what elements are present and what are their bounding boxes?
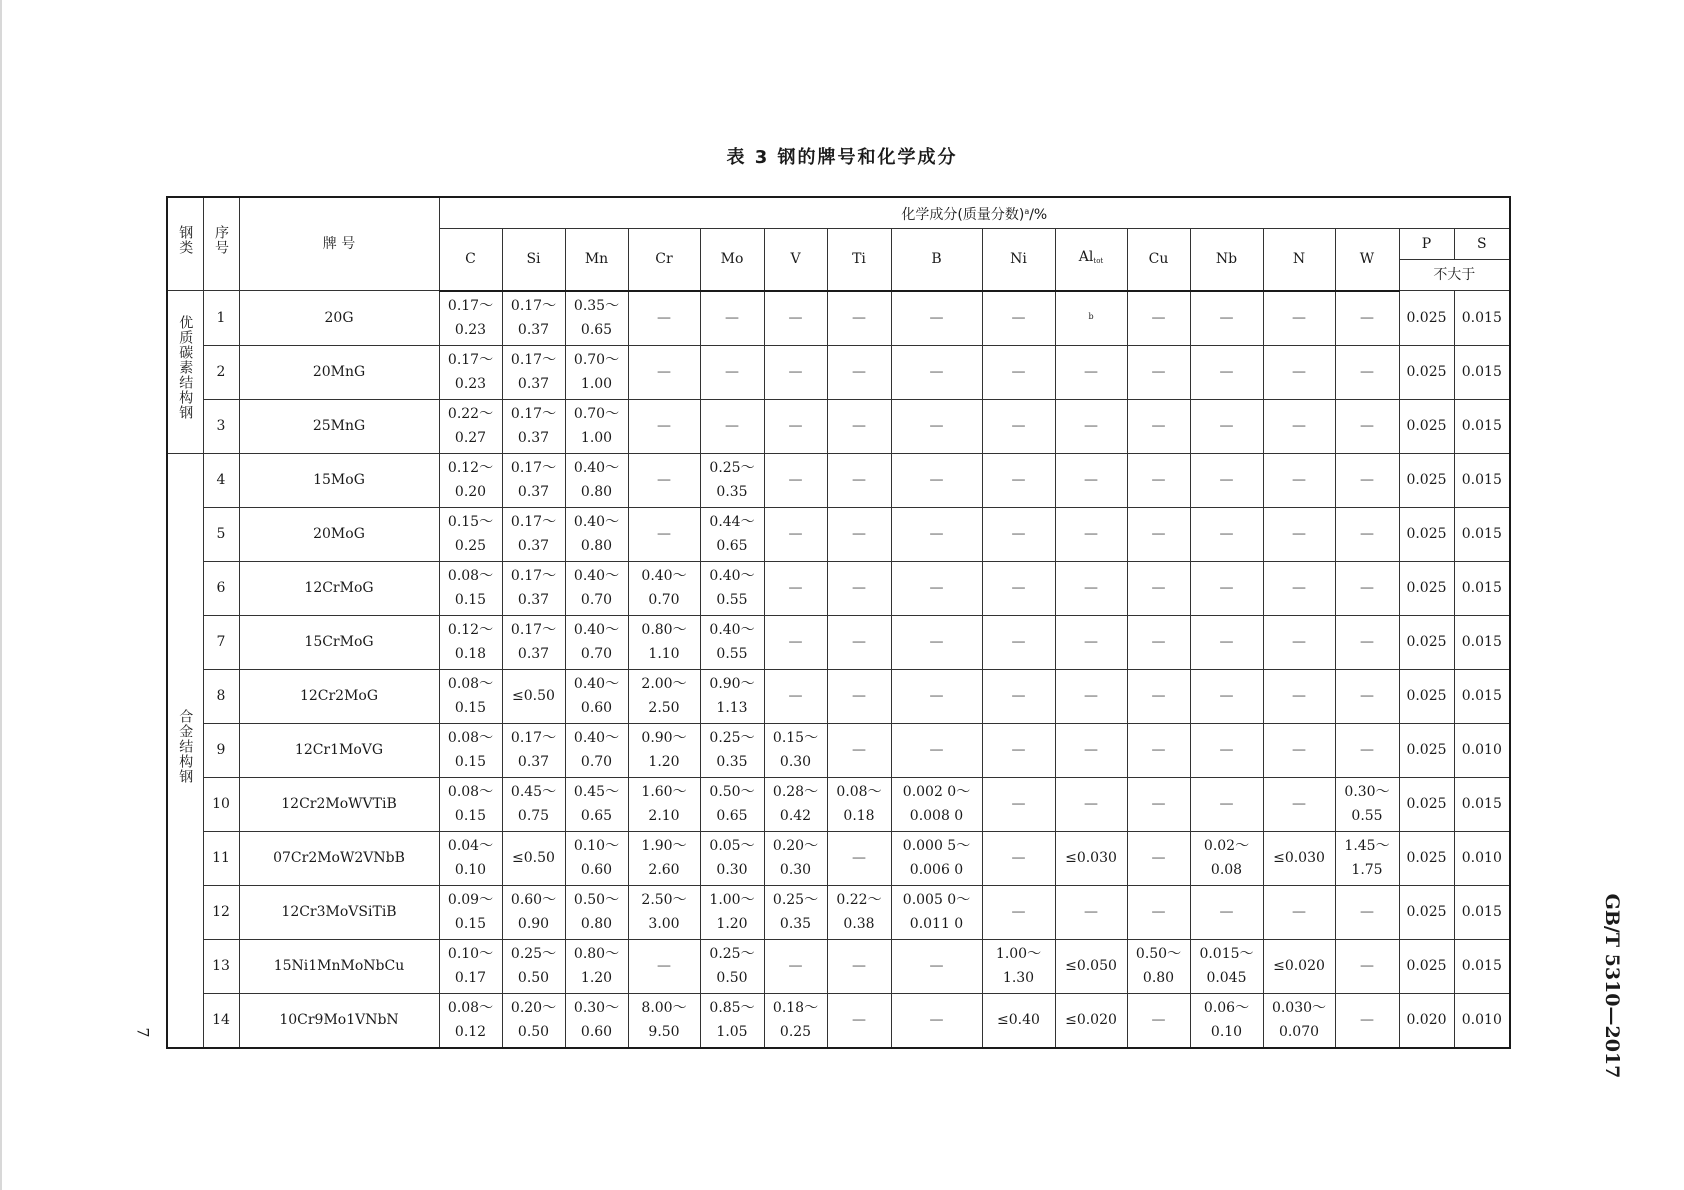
grade-cell: 12Cr1MoVG xyxy=(239,723,439,777)
value-cell-al: — xyxy=(1055,399,1127,453)
value-cell-mn: 0.30～ 0.60 xyxy=(565,993,628,1048)
value-cell-si: 0.17～ 0.37 xyxy=(502,615,565,669)
value-cell-ni: — xyxy=(982,885,1055,939)
table-row xyxy=(167,615,1510,669)
value-cell-cu: — xyxy=(1127,669,1190,723)
header-element-cu: Cu xyxy=(1127,229,1190,291)
grade-cell: 15CrMoG xyxy=(239,615,439,669)
value-cell-v: — xyxy=(764,507,827,561)
seq-cell: 8 xyxy=(203,669,239,723)
value-cell-cr: — xyxy=(628,399,700,453)
value-cell-n: — xyxy=(1263,453,1335,507)
value-cell-b: — xyxy=(891,453,982,507)
value-cell-n: — xyxy=(1263,399,1335,453)
value-cell-nb: — xyxy=(1190,399,1263,453)
value-cell-si: ≤0.50 xyxy=(502,831,565,885)
value-cell-p: 0.020 xyxy=(1399,993,1454,1048)
value-cell-b: — xyxy=(891,507,982,561)
value-cell-nb: — xyxy=(1190,561,1263,615)
value-cell-cr: 1.90～ 2.60 xyxy=(628,831,700,885)
seq-cell: 4 xyxy=(203,453,239,507)
header-not-greater: 不大于 xyxy=(1399,260,1510,291)
table-row xyxy=(167,939,1510,993)
value-cell-cu: — xyxy=(1127,615,1190,669)
value-cell-cr: — xyxy=(628,345,700,399)
value-cell-cu: — xyxy=(1127,885,1190,939)
value-cell-ti: — xyxy=(827,669,891,723)
value-cell-cr: — xyxy=(628,453,700,507)
value-cell-w: 0.30～ 0.55 xyxy=(1335,777,1399,831)
value-cell-cr: 8.00～ 9.50 xyxy=(628,993,700,1048)
value-cell-cr: 2.00～ 2.50 xyxy=(628,669,700,723)
value-cell-v: 0.15～ 0.30 xyxy=(764,723,827,777)
value-cell-mo: 0.25～ 0.35 xyxy=(700,723,764,777)
page-number: 7 xyxy=(133,1027,153,1038)
value-cell-v: — xyxy=(764,291,827,346)
grade-cell: 15MoG xyxy=(239,453,439,507)
value-cell-c: 0.08～ 0.15 xyxy=(439,777,502,831)
value-cell-w: — xyxy=(1335,615,1399,669)
value-cell-v: — xyxy=(764,939,827,993)
value-cell-p: 0.025 xyxy=(1399,399,1454,453)
value-cell-si: ≤0.50 xyxy=(502,669,565,723)
value-cell-c: 0.04～ 0.10 xyxy=(439,831,502,885)
value-cell-cu: — xyxy=(1127,507,1190,561)
value-cell-mn: 0.40～ 0.70 xyxy=(565,561,628,615)
table-row xyxy=(167,453,1510,507)
value-cell-ti: — xyxy=(827,615,891,669)
grade-cell: 20MoG xyxy=(239,507,439,561)
value-cell-s: 0.015 xyxy=(1454,939,1510,993)
value-cell-ti: — xyxy=(827,399,891,453)
value-cell-c: 0.17～ 0.23 xyxy=(439,345,502,399)
value-cell-ni: — xyxy=(982,453,1055,507)
table-row xyxy=(167,345,1510,399)
value-cell-al: — xyxy=(1055,561,1127,615)
header-steel-class: 钢类 xyxy=(167,197,203,291)
standard-code: GB/T 5310—2017 xyxy=(1601,893,1623,1079)
value-cell-mo: 0.40～ 0.55 xyxy=(700,615,764,669)
value-cell-ti: — xyxy=(827,939,891,993)
value-cell-n: — xyxy=(1263,669,1335,723)
value-cell-ni: — xyxy=(982,831,1055,885)
grade-cell: 20G xyxy=(239,291,439,346)
header-composition: 化学成分(质量分数)$^a$/% xyxy=(439,197,1510,229)
value-cell-ti: — xyxy=(827,993,891,1048)
seq-cell: 10 xyxy=(203,777,239,831)
grade-cell: 12Cr3MoVSiTiB xyxy=(239,885,439,939)
value-cell-mo: 0.44～ 0.65 xyxy=(700,507,764,561)
value-cell-s: 0.015 xyxy=(1454,777,1510,831)
value-cell-mn: 0.40～ 0.70 xyxy=(565,723,628,777)
value-cell-ni: ≤0.40 xyxy=(982,993,1055,1048)
value-cell-nb: — xyxy=(1190,669,1263,723)
value-cell-al: ≤0.030 xyxy=(1055,831,1127,885)
header-element-cr: Cr xyxy=(628,229,700,291)
grade-cell: 20MnG xyxy=(239,345,439,399)
value-cell-mn: 0.40～ 0.60 xyxy=(565,669,628,723)
value-cell-c: 0.08～ 0.12 xyxy=(439,993,502,1048)
seq-cell: 6 xyxy=(203,561,239,615)
value-cell-si: 0.17～ 0.37 xyxy=(502,291,565,346)
value-cell-mo: 0.85～ 1.05 xyxy=(700,993,764,1048)
value-cell-n: — xyxy=(1263,885,1335,939)
value-cell-mo: 0.05～ 0.30 xyxy=(700,831,764,885)
value-cell-al: — xyxy=(1055,723,1127,777)
table-row xyxy=(167,831,1510,885)
value-cell-nb: — xyxy=(1190,291,1263,346)
header-element-mo: Mo xyxy=(700,229,764,291)
header-element-w: W xyxy=(1335,229,1399,291)
value-cell-c: 0.10～ 0.17 xyxy=(439,939,502,993)
table-row xyxy=(167,777,1510,831)
header-grade: 牌 号 xyxy=(239,197,439,291)
value-cell-n: 0.030～ 0.070 xyxy=(1263,993,1335,1048)
value-cell-al: — xyxy=(1055,345,1127,399)
steel-class-cell: 合金结构钢 xyxy=(167,453,203,1048)
header-element-s: S xyxy=(1454,229,1510,260)
header-element-mn: Mn xyxy=(565,229,628,291)
value-cell-b: — xyxy=(891,561,982,615)
table-row xyxy=(167,993,1510,1048)
value-cell-ni: — xyxy=(982,777,1055,831)
value-cell-w: — xyxy=(1335,399,1399,453)
value-cell-s: 0.015 xyxy=(1454,453,1510,507)
value-cell-nb: — xyxy=(1190,885,1263,939)
seq-cell: 3 xyxy=(203,399,239,453)
table-row xyxy=(167,561,1510,615)
value-cell-ti: — xyxy=(827,507,891,561)
value-cell-ti: — xyxy=(827,561,891,615)
value-cell-ti: — xyxy=(827,723,891,777)
value-cell-ni: — xyxy=(982,399,1055,453)
value-cell-si: 0.20～ 0.50 xyxy=(502,993,565,1048)
table-row xyxy=(167,885,1510,939)
value-cell-mo: — xyxy=(700,291,764,346)
value-cell-c: 0.09～ 0.15 xyxy=(439,885,502,939)
value-cell-n: — xyxy=(1263,345,1335,399)
value-cell-mo: 0.90～ 1.13 xyxy=(700,669,764,723)
seq-cell: 2 xyxy=(203,345,239,399)
value-cell-cr: — xyxy=(628,507,700,561)
value-cell-p: 0.025 xyxy=(1399,453,1454,507)
value-cell-v: 0.20～ 0.30 xyxy=(764,831,827,885)
header-element-ni: Ni xyxy=(982,229,1055,291)
value-cell-n: — xyxy=(1263,561,1335,615)
header-element-ti: Ti xyxy=(827,229,891,291)
value-cell-p: 0.025 xyxy=(1399,885,1454,939)
value-cell-c: 0.12～ 0.18 xyxy=(439,615,502,669)
value-cell-ni: — xyxy=(982,615,1055,669)
value-cell-ni: — xyxy=(982,291,1055,346)
value-cell-si: 0.17～ 0.37 xyxy=(502,453,565,507)
value-cell-mo: — xyxy=(700,345,764,399)
grade-cell: 12Cr2MoWVTiB xyxy=(239,777,439,831)
table-row xyxy=(167,291,1510,346)
value-cell-cr: 0.80～ 1.10 xyxy=(628,615,700,669)
value-cell-ni: — xyxy=(982,345,1055,399)
steel-class-cell: 优质碳素结构钢 xyxy=(167,291,203,454)
value-cell-v: — xyxy=(764,453,827,507)
seq-cell: 11 xyxy=(203,831,239,885)
value-cell-ni: — xyxy=(982,669,1055,723)
value-cell-v: 0.28～ 0.42 xyxy=(764,777,827,831)
value-cell-cr: 0.40～ 0.70 xyxy=(628,561,700,615)
seq-cell: 7 xyxy=(203,615,239,669)
value-cell-p: 0.025 xyxy=(1399,939,1454,993)
value-cell-nb: — xyxy=(1190,453,1263,507)
value-cell-s: 0.015 xyxy=(1454,615,1510,669)
value-cell-si: 0.45～ 0.75 xyxy=(502,777,565,831)
value-cell-mn: 0.40～ 0.80 xyxy=(565,453,628,507)
value-cell-si: 0.17～ 0.37 xyxy=(502,723,565,777)
value-cell-mn: 0.80～ 1.20 xyxy=(565,939,628,993)
value-cell-p: 0.025 xyxy=(1399,777,1454,831)
value-cell-ti: — xyxy=(827,291,891,346)
value-cell-p: 0.025 xyxy=(1399,345,1454,399)
value-cell-b: — xyxy=(891,291,982,346)
value-cell-b: — xyxy=(891,615,982,669)
value-cell-p: 0.025 xyxy=(1399,561,1454,615)
value-cell-si: 0.60～ 0.90 xyxy=(502,885,565,939)
grade-cell: 07Cr2MoW2VNbB xyxy=(239,831,439,885)
value-cell-si: 0.17～ 0.37 xyxy=(502,561,565,615)
value-cell-cr: 2.50～ 3.00 xyxy=(628,885,700,939)
value-cell-si: 0.17～ 0.37 xyxy=(502,507,565,561)
value-cell-mn: 0.70～ 1.00 xyxy=(565,345,628,399)
value-cell-cr: — xyxy=(628,291,700,346)
value-cell-mo: — xyxy=(700,399,764,453)
value-cell-al: — xyxy=(1055,453,1127,507)
value-cell-ti: 0.22～ 0.38 xyxy=(827,885,891,939)
value-cell-mn: 0.45～ 0.65 xyxy=(565,777,628,831)
header-element-p: P xyxy=(1399,229,1454,260)
value-cell-n: — xyxy=(1263,723,1335,777)
value-cell-ni: — xyxy=(982,723,1055,777)
value-cell-al: — xyxy=(1055,669,1127,723)
value-cell-b: — xyxy=(891,399,982,453)
value-cell-ti: — xyxy=(827,831,891,885)
value-cell-v: — xyxy=(764,561,827,615)
value-cell-n: ≤0.020 xyxy=(1263,939,1335,993)
table-title: 表 3 钢的牌号和化学成分 xyxy=(726,147,958,168)
seq-cell: 9 xyxy=(203,723,239,777)
table-row xyxy=(167,669,1510,723)
value-cell-v: 0.25～ 0.35 xyxy=(764,885,827,939)
value-cell-mn: 0.40～ 0.80 xyxy=(565,507,628,561)
value-cell-w: — xyxy=(1335,453,1399,507)
value-cell-n: — xyxy=(1263,507,1335,561)
value-cell-b: 0.000 5～ 0.006 0 xyxy=(891,831,982,885)
value-cell-mo: 0.25～ 0.35 xyxy=(700,453,764,507)
value-cell-w: — xyxy=(1335,507,1399,561)
value-cell-si: 0.25～ 0.50 xyxy=(502,939,565,993)
value-cell-nb: 0.06～ 0.10 xyxy=(1190,993,1263,1048)
value-cell-p: 0.025 xyxy=(1399,831,1454,885)
value-cell-c: 0.22～ 0.27 xyxy=(439,399,502,453)
value-cell-c: 0.15～ 0.25 xyxy=(439,507,502,561)
value-cell-v: — xyxy=(764,615,827,669)
value-cell-ni: 1.00～ 1.30 xyxy=(982,939,1055,993)
value-cell-c: 0.08～ 0.15 xyxy=(439,669,502,723)
value-cell-nb: 0.015～ 0.045 xyxy=(1190,939,1263,993)
value-cell-al: b xyxy=(1055,291,1127,346)
table-row xyxy=(167,507,1510,561)
seq-cell: 1 xyxy=(203,291,239,346)
value-cell-cu: — xyxy=(1127,345,1190,399)
value-cell-v: — xyxy=(764,399,827,453)
value-cell-mn: 0.50～ 0.80 xyxy=(565,885,628,939)
value-cell-n: — xyxy=(1263,777,1335,831)
value-cell-mo: 0.50～ 0.65 xyxy=(700,777,764,831)
grade-cell: 25MnG xyxy=(239,399,439,453)
value-cell-s: 0.015 xyxy=(1454,669,1510,723)
value-cell-n: — xyxy=(1263,615,1335,669)
value-cell-s: 0.015 xyxy=(1454,399,1510,453)
value-cell-al: — xyxy=(1055,777,1127,831)
value-cell-b: — xyxy=(891,723,982,777)
value-cell-w: — xyxy=(1335,345,1399,399)
value-cell-nb: — xyxy=(1190,777,1263,831)
value-cell-al: ≤0.050 xyxy=(1055,939,1127,993)
value-cell-c: 0.17～ 0.23 xyxy=(439,291,502,346)
value-cell-w: — xyxy=(1335,669,1399,723)
value-cell-al: — xyxy=(1055,615,1127,669)
header-element-al: $Al_{tot}$ xyxy=(1055,229,1127,291)
value-cell-p: 0.025 xyxy=(1399,291,1454,346)
header-seq: 序号 xyxy=(203,197,239,291)
value-cell-mn: 0.10～ 0.60 xyxy=(565,831,628,885)
value-cell-b: — xyxy=(891,669,982,723)
value-cell-b: — xyxy=(891,345,982,399)
seq-cell: 5 xyxy=(203,507,239,561)
value-cell-p: 0.025 xyxy=(1399,615,1454,669)
value-cell-nb: — xyxy=(1190,345,1263,399)
value-cell-v: — xyxy=(764,669,827,723)
header-element-b: B xyxy=(891,229,982,291)
grade-cell: 12Cr2MoG xyxy=(239,669,439,723)
value-cell-mo: 1.00～ 1.20 xyxy=(700,885,764,939)
value-cell-cr: 0.90～ 1.20 xyxy=(628,723,700,777)
value-cell-w: 1.45～ 1.75 xyxy=(1335,831,1399,885)
value-cell-cu: 0.50～ 0.80 xyxy=(1127,939,1190,993)
seq-cell: 13 xyxy=(203,939,239,993)
value-cell-w: — xyxy=(1335,885,1399,939)
value-cell-cu: — xyxy=(1127,453,1190,507)
value-cell-ni: — xyxy=(982,561,1055,615)
value-cell-p: 0.025 xyxy=(1399,507,1454,561)
value-cell-cu: — xyxy=(1127,777,1190,831)
value-cell-w: — xyxy=(1335,561,1399,615)
value-cell-cu: — xyxy=(1127,993,1190,1048)
grade-cell: 10Cr9Mo1VNbN xyxy=(239,993,439,1048)
value-cell-c: 0.08～ 0.15 xyxy=(439,561,502,615)
value-cell-mo: 0.25～ 0.50 xyxy=(700,939,764,993)
value-cell-cu: — xyxy=(1127,291,1190,346)
value-cell-b: 0.005 0～ 0.011 0 xyxy=(891,885,982,939)
header-element-c: C xyxy=(439,229,502,291)
table-row xyxy=(167,399,1510,453)
value-cell-c: 0.08～ 0.15 xyxy=(439,723,502,777)
value-cell-b: — xyxy=(891,939,982,993)
composition-table xyxy=(166,196,1511,1049)
value-cell-ti: — xyxy=(827,453,891,507)
value-cell-s: 0.010 xyxy=(1454,993,1510,1048)
value-cell-n: — xyxy=(1263,291,1335,346)
value-cell-cu: — xyxy=(1127,561,1190,615)
value-cell-mn: 0.70～ 1.00 xyxy=(565,399,628,453)
value-cell-si: 0.17～ 0.37 xyxy=(502,345,565,399)
value-cell-s: 0.015 xyxy=(1454,345,1510,399)
value-cell-ti: — xyxy=(827,345,891,399)
value-cell-v: — xyxy=(764,345,827,399)
value-cell-cu: — xyxy=(1127,831,1190,885)
seq-cell: 14 xyxy=(203,993,239,1048)
value-cell-v: 0.18～ 0.25 xyxy=(764,993,827,1048)
page-edge xyxy=(0,0,2,1190)
table-row xyxy=(167,723,1510,777)
value-cell-n: ≤0.030 xyxy=(1263,831,1335,885)
value-cell-mn: 0.35～ 0.65 xyxy=(565,291,628,346)
value-cell-w: — xyxy=(1335,993,1399,1048)
value-cell-b: 0.002 0～ 0.008 0 xyxy=(891,777,982,831)
value-cell-c: 0.12～ 0.20 xyxy=(439,453,502,507)
value-cell-nb: — xyxy=(1190,615,1263,669)
value-cell-mo: 0.40～ 0.55 xyxy=(700,561,764,615)
value-cell-al: ≤0.020 xyxy=(1055,993,1127,1048)
value-cell-p: 0.025 xyxy=(1399,723,1454,777)
value-cell-nb: 0.02～ 0.08 xyxy=(1190,831,1263,885)
value-cell-s: 0.010 xyxy=(1454,831,1510,885)
value-cell-p: 0.025 xyxy=(1399,669,1454,723)
header-element-nb: Nb xyxy=(1190,229,1263,291)
header-element-si: Si xyxy=(502,229,565,291)
value-cell-cu: — xyxy=(1127,399,1190,453)
value-cell-s: 0.010 xyxy=(1454,723,1510,777)
value-cell-s: 0.015 xyxy=(1454,885,1510,939)
value-cell-nb: — xyxy=(1190,507,1263,561)
value-cell-s: 0.015 xyxy=(1454,291,1510,346)
value-cell-nb: — xyxy=(1190,723,1263,777)
value-cell-al: — xyxy=(1055,507,1127,561)
value-cell-cr: — xyxy=(628,939,700,993)
grade-cell: 15Ni1MnMoNbCu xyxy=(239,939,439,993)
value-cell-al: — xyxy=(1055,885,1127,939)
value-cell-cr: 1.60～ 2.10 xyxy=(628,777,700,831)
value-cell-si: 0.17～ 0.37 xyxy=(502,399,565,453)
seq-cell: 12 xyxy=(203,885,239,939)
header-element-v: V xyxy=(764,229,827,291)
value-cell-b: — xyxy=(891,993,982,1048)
value-cell-w: — xyxy=(1335,723,1399,777)
value-cell-mn: 0.40～ 0.70 xyxy=(565,615,628,669)
value-cell-w: — xyxy=(1335,291,1399,346)
value-cell-ti: 0.08～ 0.18 xyxy=(827,777,891,831)
header-element-n: N xyxy=(1263,229,1335,291)
grade-cell: 12CrMoG xyxy=(239,561,439,615)
value-cell-s: 0.015 xyxy=(1454,561,1510,615)
value-cell-w: — xyxy=(1335,939,1399,993)
value-cell-s: 0.015 xyxy=(1454,507,1510,561)
value-cell-ni: — xyxy=(982,507,1055,561)
value-cell-cu: — xyxy=(1127,723,1190,777)
